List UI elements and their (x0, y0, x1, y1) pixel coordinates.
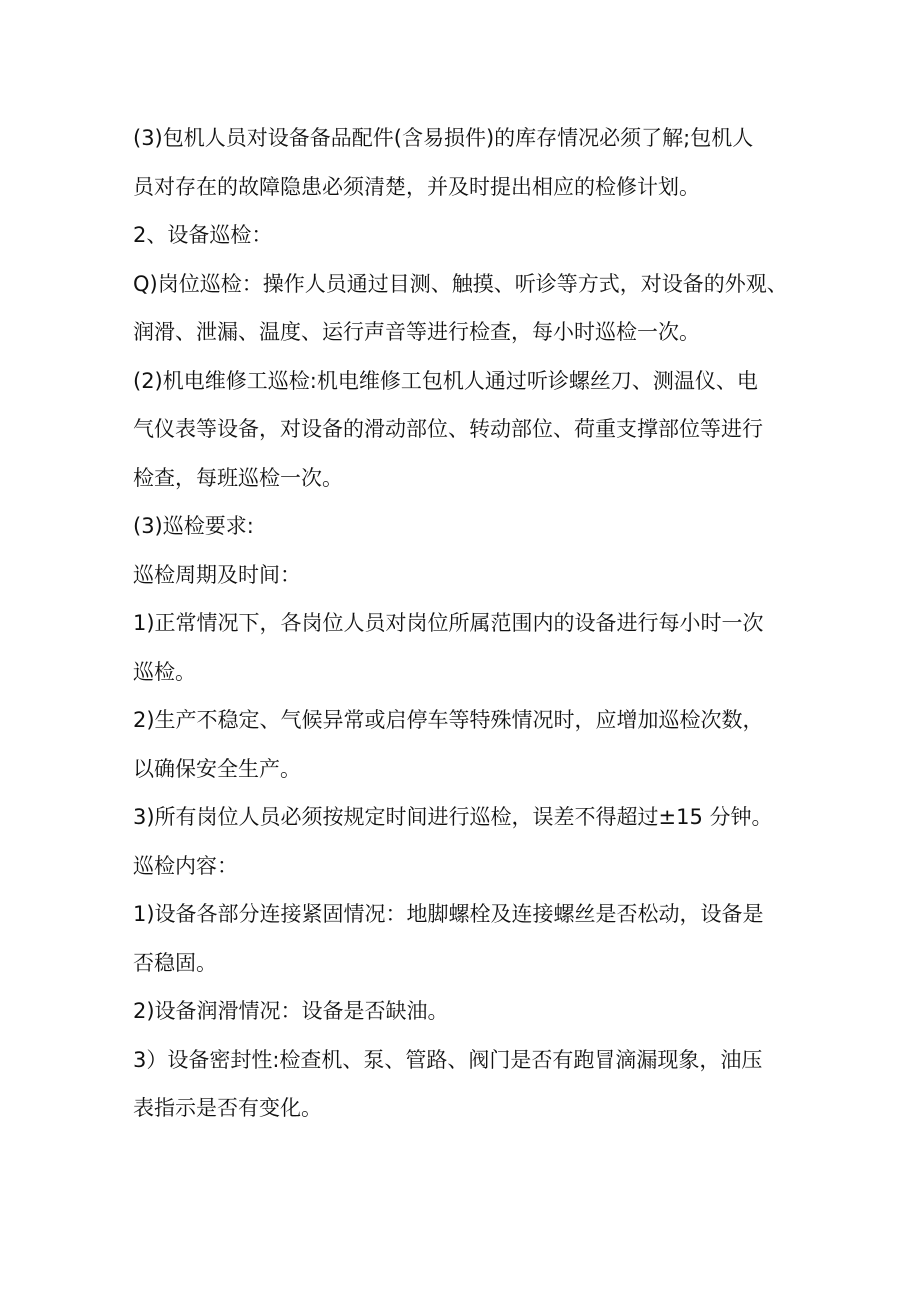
text-line: 以确保安全生产。 (133, 756, 301, 781)
paragraph-maintenance-inspection (133, 357, 803, 503)
list-item-special-conditions (133, 696, 803, 793)
text-line: 巡检。 (133, 659, 196, 684)
list-item-lubrication (133, 987, 803, 1036)
text-line: 员对存在的故障隐患必须清楚，并及时提出相应的检修计划。 (133, 174, 700, 199)
text-line: Q)岗位巡检：操作人员通过目测、触摸、听诊等方式，对设备的外观、 (133, 271, 788, 296)
paragraph-inspection-requirements (133, 502, 803, 551)
text-line: 1)正常情况下，各岗位人员对岗位所属范围内的设备进行每小时一次 (133, 611, 764, 635)
text-line: 润滑、泄漏、温度、运行声音等进行检查，每小时巡检一次。 (133, 320, 700, 344)
text-line: 气仪表等设备，对设备的滑动部位、转动部位、荷重支撑部位等进行 (133, 417, 763, 441)
subheading-cycle-and-time (133, 551, 803, 600)
section-heading-inspection (133, 211, 803, 260)
subheading-inspection-content (133, 842, 803, 891)
text-line: 3）设备密封性:检查机、泵、管路、阀门是否有跑冒滴漏现象，油压 (133, 1047, 763, 1072)
text-line: 检查，每班巡检一次。 (133, 465, 343, 490)
text-line: 2、设备巡检： (133, 223, 273, 247)
text-line: 巡检周期及时间： (133, 562, 301, 587)
list-item-fastening (133, 890, 803, 987)
text-line: 否稳固。 (133, 950, 217, 975)
paragraph-post-inspection (133, 260, 803, 357)
text-line: 2)设备润滑情况：设备是否缺油。 (133, 999, 449, 1023)
list-item-sealing (133, 1036, 803, 1133)
text-line: 表指示是否有变化。 (133, 1096, 322, 1120)
text-line: 3)所有岗位人员必须按规定时间进行巡检，误差不得超过±15 分钟。 (133, 805, 773, 829)
text-line: (2)机电维修工巡检:机电维修工包机人通过听诊螺丝刀、测温仪、电 (133, 368, 758, 393)
text-line: 1)设备各部分连接紧固情况：地脚螺栓及连接螺丝是否松动，设备是 (133, 902, 764, 926)
text-line: (3)巡检要求: (133, 514, 254, 538)
list-item-time-tolerance (133, 793, 803, 842)
text-line: 2)生产不稳定、气候异常或启停车等特殊情况时，应增加巡检次数， (133, 708, 764, 732)
paragraph-spare-parts (133, 114, 803, 211)
text-line: 巡检内容： (133, 853, 238, 878)
text-line: (3)包机人员对设备备品配件(含易损件)的库存情况必须了解;包机人 (133, 126, 754, 150)
document-body (133, 114, 803, 1133)
list-item-normal-conditions (133, 599, 803, 696)
